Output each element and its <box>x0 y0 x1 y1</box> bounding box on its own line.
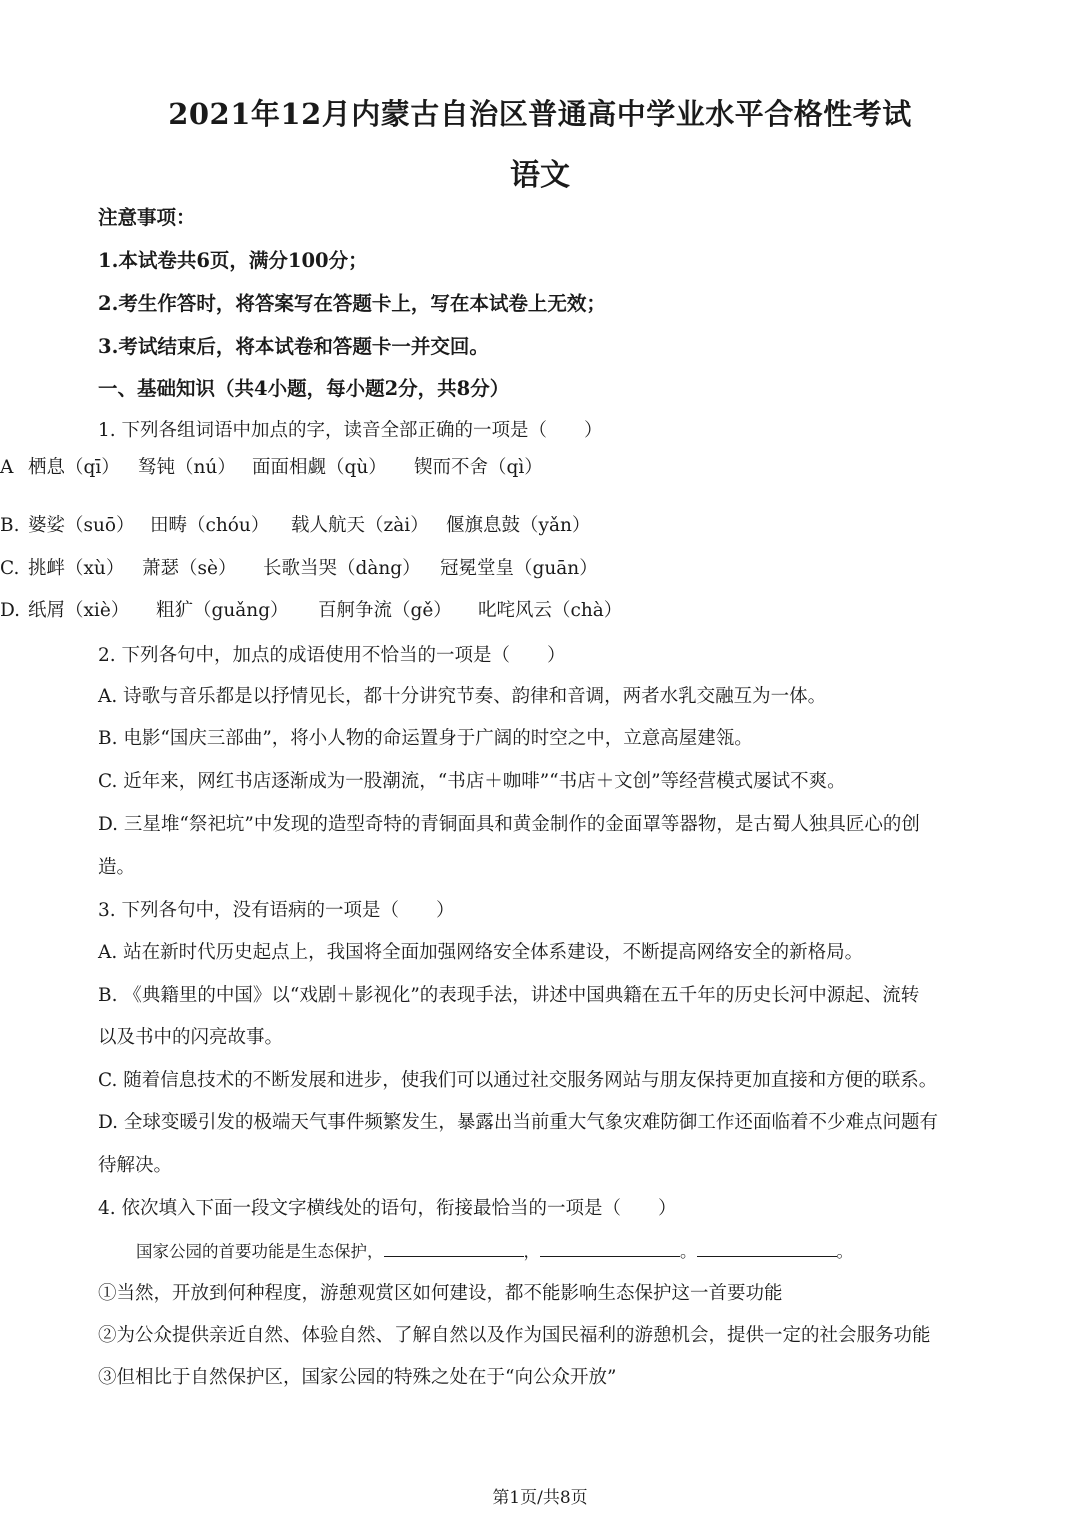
q3-option-b-line1: B. 《典籍里的中国》以“戏剧＋影视化”的表现手法，讲述中国典籍在五千年的历史长河中源起、流转 <box>98 985 920 1006</box>
q4-sentence-1: ①当然，开放到何种程度，游憩观赏区如何建设，都不能影响生态保护这一首要功能 <box>98 1283 783 1304</box>
blank-3 <box>697 1240 837 1257</box>
option-item: 载人航天（zài） <box>291 515 429 536</box>
q1-stem: 1. 下列各组词语中加点的字，读音全部正确的一项是（ ） <box>98 420 603 441</box>
notice-heading: 注意事项： <box>98 206 196 229</box>
option-item: 挑衅（xù） <box>28 558 125 579</box>
notice-item-1: 1.本试卷共6页，满分100分； <box>98 249 368 272</box>
option-item: 纸屑（xiè） <box>28 600 130 621</box>
q2-option-c: C. 近年来，网红书店逐渐成为一股潮流，“书店＋咖啡”“书店＋文创”等经营模式屡试不爽。 <box>98 771 846 792</box>
option-label: B. <box>0 515 20 536</box>
option-item: 田畴（chóu） <box>150 515 270 536</box>
q3-option-a: A. 站在新时代历史起点上，我国将全面加强网络安全体系建设，不断提高网络安全的新格局。 <box>98 942 864 963</box>
subject-title: 语文 <box>510 158 570 193</box>
q4-stem: 4. 依次填入下面一段文字横线处的语句，衔接最恰当的一项是（ ） <box>98 1198 677 1219</box>
q3-option-c: C. 随着信息技术的不断发展和进步，使我们可以通过社交服务网站与朋友保持更加直接和方便的联系。 <box>98 1070 938 1091</box>
q3-option-d-line2: 待解决。 <box>98 1155 173 1176</box>
q2-option-d-line2: 造。 <box>98 857 136 878</box>
punct: 。 <box>836 1242 853 1261</box>
option-label: D. <box>0 600 21 621</box>
option-item: 驽钝（nú） <box>138 457 236 478</box>
section-heading: 一、基础知识（共4小题，每小题2分，共8分） <box>98 377 510 400</box>
q4-sentence-2: ②为公众提供亲近自然、体验自然、了解自然以及作为国民福利的游憩机会，提供一定的社会服务功能 <box>98 1325 931 1346</box>
q1-option-c <box>0 557 1000 583</box>
page-number: 第1页/共8页 <box>492 1488 588 1508</box>
blank-1 <box>384 1240 524 1257</box>
q2-stem: 2. 下列各句中，加点的成语使用不恰当的一项是（ ） <box>98 645 566 666</box>
option-item: 百舸争流（gě） <box>318 600 452 621</box>
q2-option-a: A. 诗歌与音乐都是以抒情见长，都十分讲究节奏、韵律和音调，两者水乳交融互为一体。 <box>98 686 827 707</box>
q3-stem: 3. 下列各句中，没有语病的一项是（ ） <box>98 900 455 921</box>
option-item: 锲而不舍（qì） <box>414 457 543 478</box>
option-label: A <box>0 457 14 478</box>
q1-option-d <box>0 599 1000 625</box>
option-item: 长歌当哭（dàng） <box>263 558 421 579</box>
option-item: 冠冕堂皇（guān） <box>440 558 598 579</box>
q3-option-b-line2: 以及书中的闪亮故事。 <box>98 1027 284 1048</box>
q4-passage <box>136 1240 853 1264</box>
option-item: 偃旗息鼓（yǎn） <box>446 515 591 536</box>
q1-option-a <box>0 456 1000 482</box>
option-item: 叱咤风云（chà） <box>478 600 623 621</box>
blank-2 <box>540 1240 680 1257</box>
punct: 。 <box>680 1242 697 1261</box>
option-label: C. <box>0 558 20 579</box>
option-item: 栖息（qī） <box>28 457 120 478</box>
option-item: 粗犷（guǎng） <box>156 600 289 621</box>
q2-option-d-line1: D. 三星堆“祭祀坑”中发现的造型奇特的青铜面具和黄金制作的金面罩等器物，是古蜀人独具匠心的创 <box>98 814 920 835</box>
notice-item-2: 2.考生作答时，将答案写在答题卡上，写在本试卷上无效； <box>98 292 606 315</box>
option-item: 婆娑（suō） <box>28 515 135 536</box>
q1-option-b <box>0 514 1000 540</box>
passage-text: 国家公园的首要功能是生态保护， <box>136 1242 384 1261</box>
exam-title: 2021年12月内蒙古自治区普通高中学业水平合格性考试 <box>168 97 912 131</box>
notice-item-3: 3.考试结束后，将本试卷和答题卡一并交回。 <box>98 335 489 358</box>
q4-sentence-3: ③但相比于自然保护区，国家公园的特殊之处在于“向公众开放” <box>98 1367 617 1388</box>
q2-option-b: B. 电影“国庆三部曲”，将小人物的命运置身于广阔的时空之中，立意高屋建瓴。 <box>98 728 753 749</box>
option-item: 萧瑟（sè） <box>142 558 237 579</box>
option-item: 面面相觑（qù） <box>252 457 387 478</box>
punct: ， <box>523 1242 540 1261</box>
q3-option-d-line1: D. 全球变暖引发的极端天气事件频繁发生，暴露出当前重大气象灾难防御工作还面临着不少难点问题有 <box>98 1112 938 1133</box>
